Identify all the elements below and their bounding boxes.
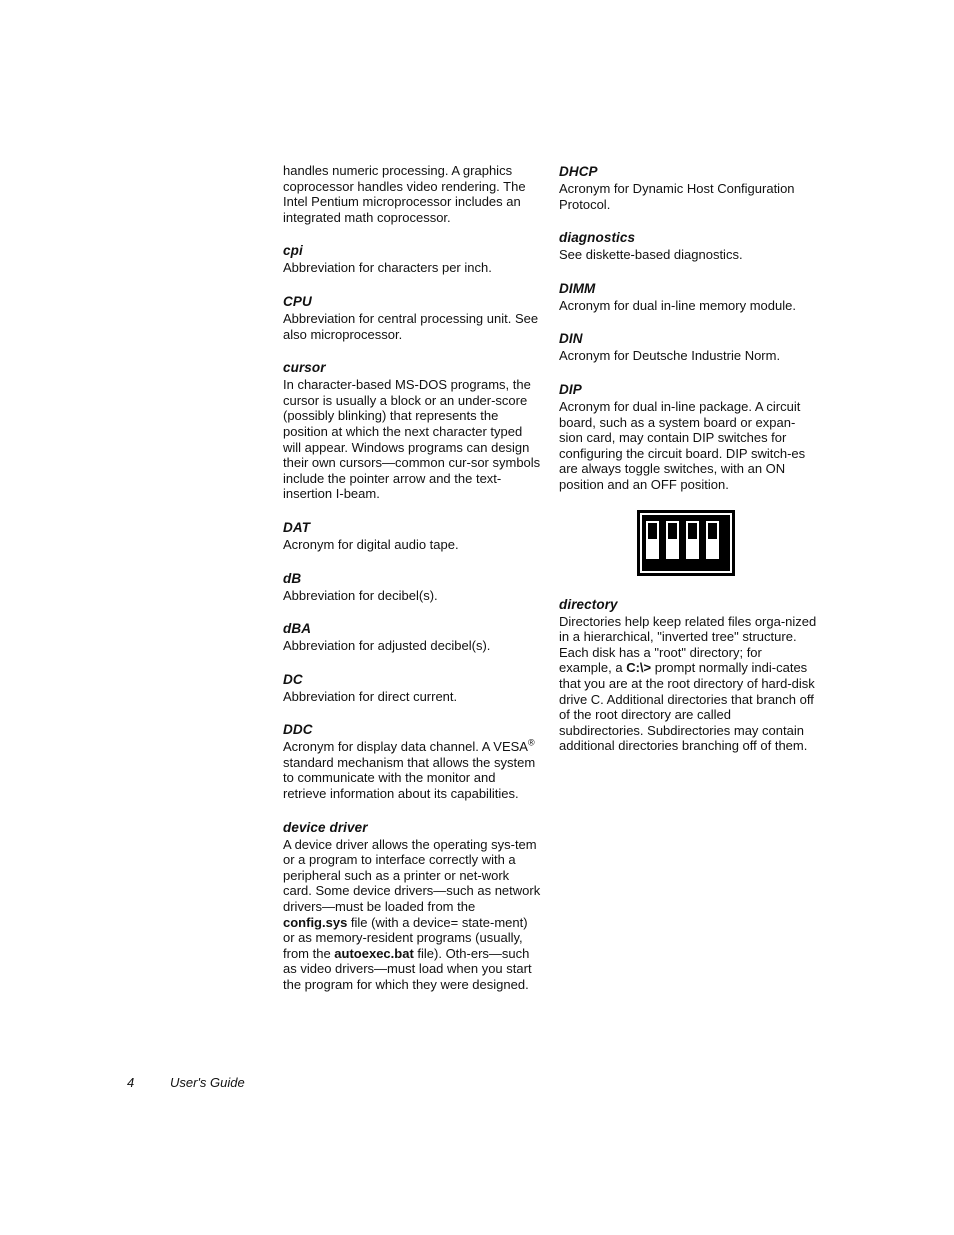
definition-text: standard mechanism that allows the system to communicate with the monitor and retrieve information about its capabilities. — [283, 754, 536, 802]
entry-definition: Abbreviation for direct current. — [283, 688, 458, 704]
entry-definition — [283, 739, 541, 801]
entry-definition — [559, 614, 817, 754]
filename-autoexec-bat: autoexec.bat — [334, 945, 414, 961]
entry-definition: Abbreviation for central processing unit. See also microprocessor. — [283, 310, 539, 342]
glossary-entry-cpu — [283, 293, 541, 342]
glossary-entry-cursor — [283, 359, 541, 502]
entry-definition — [283, 837, 541, 993]
right-column — [559, 163, 817, 771]
glossary-entry-dba — [283, 620, 541, 654]
glossary-entry-device-driver — [283, 819, 541, 993]
entry-term: diagnostics — [559, 230, 636, 246]
entry-term: dBA — [283, 621, 312, 637]
entry-definition: In character-based MS-DOS programs, the cursor is usually a block or an under-score (possibly blinking) that represents the position at which the next character typed will appear. Windows programs can design their own cursors—common cur-sor symbols include the pointer arrow and the text-insertion I-beam. — [283, 377, 541, 502]
entry-term: DAT — [283, 519, 311, 535]
dip-switch-icon — [637, 510, 735, 576]
glossary-entry-dat — [283, 519, 541, 553]
running-footer-title: User's Guide — [170, 1075, 245, 1090]
entry-definition: Acronym for dual in-line package. A circuit board, such as a system board or expan-sion card, may contain DIP switches for configuring the circuit board. DIP switch-es are always toggle switches, with an ON position and an OFF position. — [559, 398, 806, 492]
glossary-entry-dimm — [559, 280, 817, 314]
dip-switch-illustration — [637, 510, 735, 576]
entry-term: DIP — [559, 381, 582, 397]
filename-config-sys: config.sys — [283, 914, 348, 930]
glossary-entry-dhcp — [559, 163, 817, 212]
definition-text: Acronym for display data channel. A VESA — [283, 739, 528, 755]
entry-definition: Abbreviation for decibel(s). — [283, 587, 438, 603]
entry-term: DHCP — [559, 164, 598, 179]
glossary-entry-din — [559, 330, 817, 364]
entry-definition: See diskette-based diagnostics. — [559, 247, 743, 263]
entry-term: DIN — [559, 331, 583, 347]
glossary-entry-dc — [283, 671, 541, 705]
glossary-entry-diagnostics — [559, 229, 817, 263]
definition-text: file (with a device= state-ment) or as memory-resident programs (usually, from the — [283, 914, 528, 961]
entry-term: device driver — [283, 819, 368, 835]
entry-term: dB — [283, 570, 302, 586]
page-number: 4 — [127, 1075, 135, 1090]
glossary-entry-cpi — [283, 242, 541, 276]
left-column — [283, 163, 541, 1010]
entry-term: DIMM — [559, 280, 596, 296]
entry-term: directory — [559, 596, 618, 612]
entry-term: DC — [283, 671, 303, 687]
definition-text: prompt normally indi-cates that you are at the root directory of hard-disk drive C. Additional directories that branch off of the root directory are called subdirectories. Subdirectories may contain additional directories branching off of them. — [559, 660, 815, 754]
definition-text: A device driver allows the operating sys-tem or a program to interface correctly with a peripheral such as a printer or net-work card. Some device drivers—such as network drivers—must be loaded from the — [283, 836, 541, 915]
entry-definition: Acronym for digital audio tape. — [283, 536, 459, 552]
entry-term: cursor — [283, 360, 326, 376]
entry-definition: Abbreviation for adjusted decibel(s). — [283, 638, 491, 654]
glossary-entry-db — [283, 570, 541, 604]
continued-paragraph: handles numeric processing. A graphics coprocessor handles video rendering. The Intel Pentium microprocessor includes an integrated math coprocessor. — [283, 163, 526, 225]
entry-definition: Acronym for Deutsche Industrie Norm. — [559, 348, 781, 364]
entry-definition: Acronym for dual in-line memory module. — [559, 297, 796, 313]
definition-text: Directories help keep related files orga-nized in a hierarchical, "inverted tree" structure. Each disk has a "root" directory; for example, a — [559, 613, 817, 676]
glossary-entry-ddc — [283, 721, 541, 801]
glossary-entry-directory — [559, 596, 817, 754]
entry-term: DDC — [283, 722, 313, 738]
entry-term: CPU — [283, 293, 312, 309]
entry-definition: Abbreviation for characters per inch. — [283, 260, 492, 276]
registered-mark: ® — [527, 737, 535, 748]
root-prompt: C:\> — [626, 660, 652, 676]
definition-text: file). Oth-ers—such as video drivers—must load when you start the program for which they were designed. — [283, 945, 532, 992]
entry-term: cpi — [283, 243, 303, 259]
entry-definition: Acronym for Dynamic Host Configuration Protocol. — [559, 181, 795, 212]
glossary-entry-dip — [559, 381, 817, 493]
